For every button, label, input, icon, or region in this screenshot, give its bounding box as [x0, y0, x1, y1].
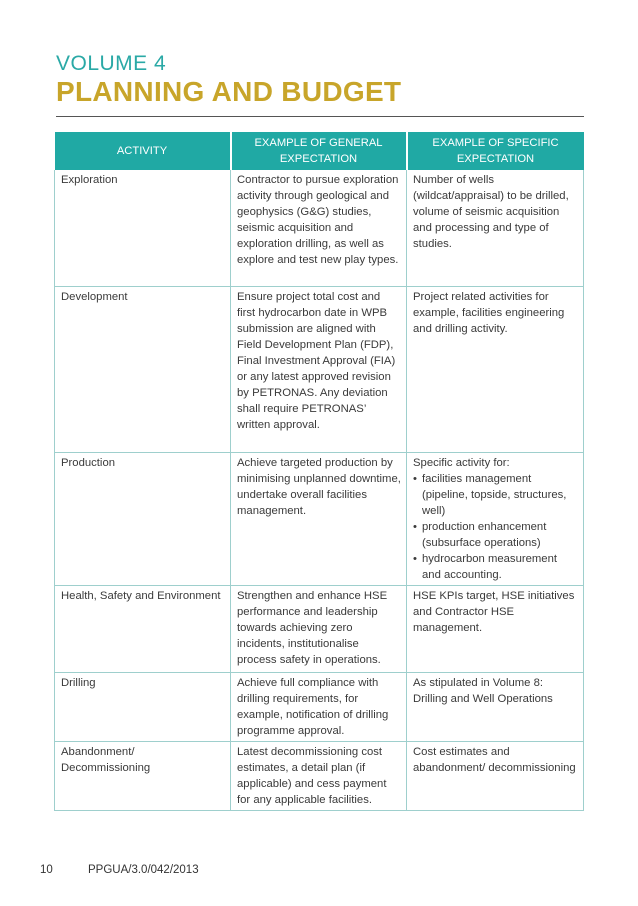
activity-table	[54, 132, 584, 811]
specific-expectation-cell: Cost estimates and abandonment/ decommissioning	[407, 742, 584, 811]
specific-expectation-cell: Project related activities for example, facilities engineering and drilling activity.	[407, 287, 584, 453]
page-title: PLANNING AND BUDGET	[56, 76, 402, 107]
specific-intro: Specific activity for:	[413, 457, 510, 469]
column-header-general: EXAMPLE OF GENERAL EXPECTATION	[231, 132, 407, 170]
table-row	[55, 287, 584, 453]
specific-expectation-cell: As stipulated in Volume 8: Drilling and Well Operations	[407, 673, 584, 742]
specific-expectation-cell	[407, 453, 584, 586]
specific-bullet-list	[413, 471, 578, 583]
general-expectation-cell: Achieve full compliance with drilling requirements, for example, notification of drilling programme approval.	[231, 673, 407, 742]
activity-cell: Drilling	[55, 673, 231, 742]
general-expectation-cell: Achieve targeted production by minimising unplanned downtime, undertake overall facilities management.	[231, 453, 407, 586]
volume-label: VOLUME 4	[56, 52, 167, 75]
table-row	[55, 170, 584, 287]
table-row	[55, 586, 584, 673]
column-header-activity: ACTIVITY	[55, 132, 231, 170]
column-header-specific: EXAMPLE OF SPECIFIC EXPECTATION	[407, 132, 584, 170]
specific-expectation-cell: HSE KPIs target, HSE initiatives and Contractor HSE management.	[407, 586, 584, 673]
general-expectation-cell: Contractor to pursue exploration activity through geological and geophysics (G&G) studies, seismic acquisition and exploration drilling, as well as explore and test new play types.	[231, 170, 407, 287]
general-expectation-cell: Latest decommissioning cost estimates, a detail plan (if applicable) and cess payment for any applicable facilities.	[231, 742, 407, 811]
bullet-icon: •	[413, 521, 417, 533]
bullet-icon: •	[413, 473, 417, 485]
table-row	[55, 673, 584, 742]
list-item: • hydrocarbon measurement and accounting.	[413, 553, 558, 581]
activity-cell: Production	[55, 453, 231, 586]
table-header-row	[55, 132, 584, 170]
list-item: • facilities management (pipeline, topside, structures, well)	[413, 473, 567, 517]
document-code: PPGUA/3.0/042/2013	[88, 864, 199, 876]
activity-cell: Health, Safety and Environment	[55, 586, 231, 673]
title-rule	[56, 116, 584, 117]
general-expectation-cell: Ensure project total cost and first hydrocarbon date in WPB submission are aligned with Field Development Plan (FDP), Final Investment Approval (FIA) or any latest approved revision by PETRONAS. Any deviation shall require PETRONAS’ written approval.	[231, 287, 407, 453]
bullet-icon: •	[413, 553, 417, 565]
page-number: 10	[40, 864, 53, 876]
table-row	[55, 742, 584, 811]
activity-cell: Abandonment/ Decommissioning	[55, 742, 231, 811]
list-item: • production enhancement (subsurface operations)	[413, 521, 547, 549]
general-expectation-cell: Strengthen and enhance HSE performance and leadership towards achieving zero incidents, institutionalise process safety in operations.	[231, 586, 407, 673]
activity-cell: Development	[55, 287, 231, 453]
activity-cell: Exploration	[55, 170, 231, 287]
table-row	[55, 453, 584, 586]
specific-expectation-cell: Number of wells (wildcat/appraisal) to be drilled, volume of seismic acquisition and processing and type of studies.	[407, 170, 584, 287]
